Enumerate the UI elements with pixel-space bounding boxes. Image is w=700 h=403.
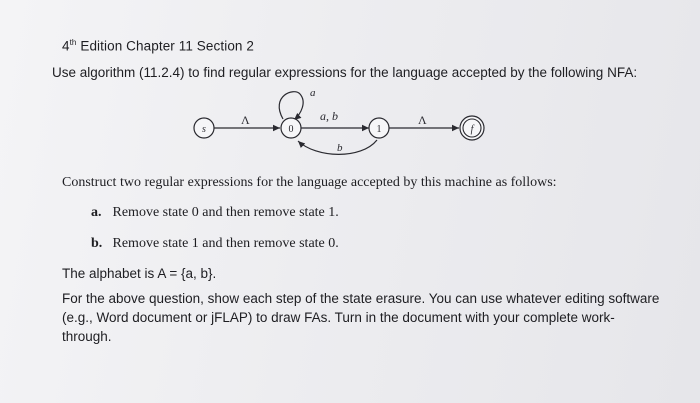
part-b-text: Remove state 1 and then remove state 0. <box>112 236 339 251</box>
edge-label-start-to-0: Λ <box>241 113 250 127</box>
state-0-label: 0 <box>288 124 294 135</box>
heading-superscript: th <box>69 38 77 47</box>
part-b-letter: b. <box>91 236 103 251</box>
edge-label-loop-0: a <box>310 87 316 99</box>
nfa-diagram <box>186 84 506 166</box>
state-final-label: f <box>470 124 474 135</box>
state-1-label: 1 <box>376 124 382 135</box>
state-start-label: s <box>202 124 206 135</box>
part-a-text: Remove state 0 and then remove state 1. <box>112 205 339 220</box>
part-a-letter: a. <box>91 205 102 220</box>
edge-label-1-to-final: Λ <box>418 113 427 127</box>
edge-label-1-to-0: b <box>337 142 343 154</box>
alphabet-statement: The alphabet is A = {a, b}. <box>62 266 217 281</box>
submission-note: For the above question, show each step of the state erasure. You can use whatever editing software (e.g., Word document or jFLAP) to draw FAs. Turn in the document with your complete work-through. <box>62 291 660 344</box>
part-a <box>91 205 339 221</box>
self-loop-0 <box>279 92 303 120</box>
edge-label-0-to-1: a, b <box>320 109 338 123</box>
part-b <box>91 236 339 252</box>
heading-text: Edition Chapter 11 Section 2 <box>76 38 254 54</box>
section-heading <box>62 38 254 54</box>
heading-edition-number: 4 <box>62 38 70 54</box>
problem-instruction: Use algorithm (11.2.4) to find regular expressions for the language accepted by the following NFA: <box>52 65 638 80</box>
construct-instruction: Construct two regular expressions for the language accepted by this machine as follows: <box>62 175 557 190</box>
